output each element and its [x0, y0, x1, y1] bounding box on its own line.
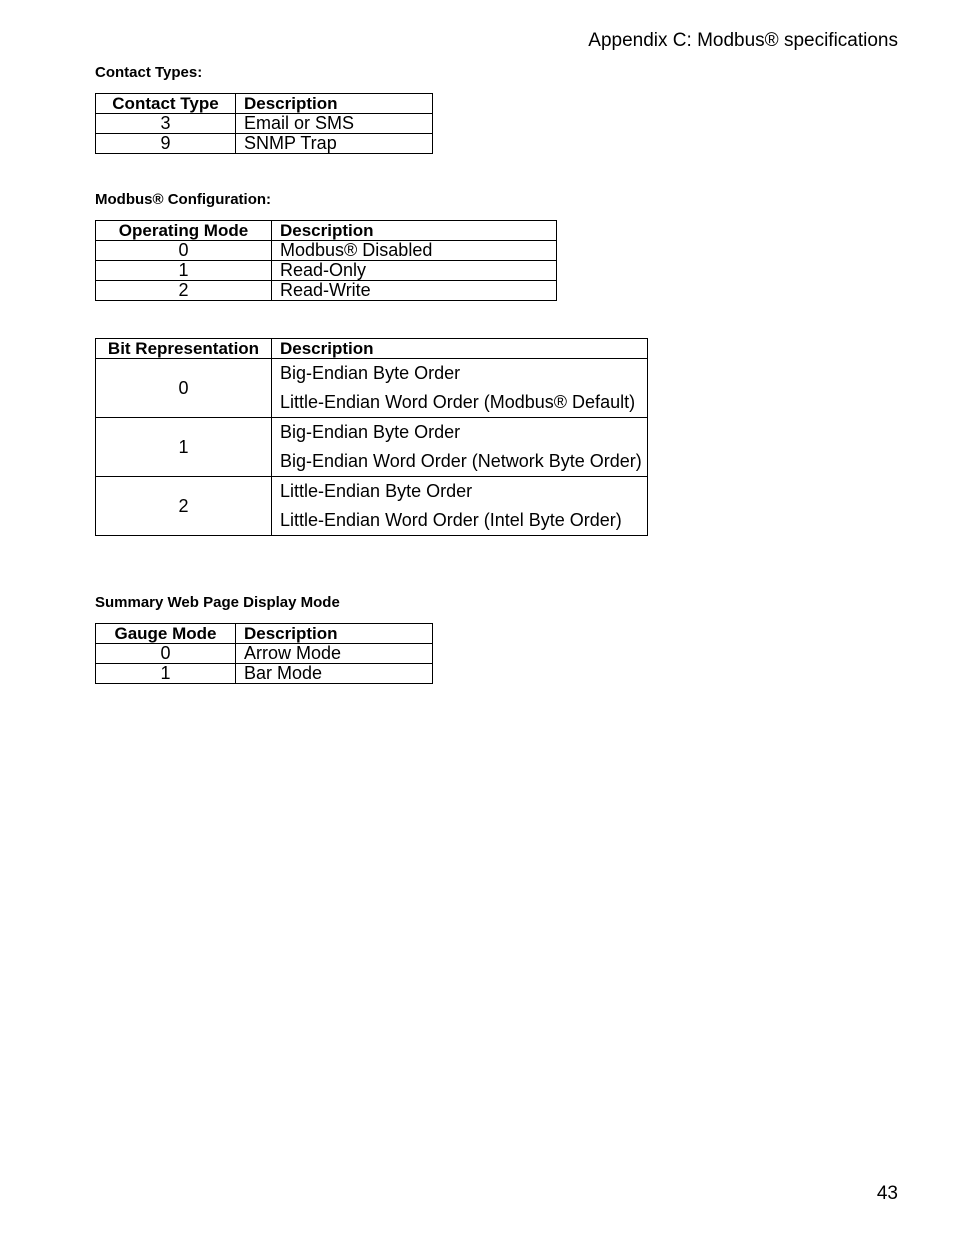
description-line: Little-Endian Byte Order	[280, 481, 473, 501]
table-row	[96, 241, 557, 261]
table-header-row	[96, 624, 433, 644]
table-cell	[272, 359, 648, 418]
table-header-row	[96, 339, 648, 359]
table-row	[96, 114, 433, 134]
column-header: Bit Representation	[96, 339, 272, 359]
table-row	[96, 477, 648, 536]
modbus-config-table	[95, 220, 557, 301]
table-row	[96, 664, 433, 684]
bit-representation-table	[95, 338, 648, 536]
table-cell: 2	[96, 477, 272, 536]
table-cell: 2	[96, 281, 272, 301]
column-header: Contact Type	[96, 94, 236, 114]
description-line: Big-Endian Byte Order	[280, 422, 461, 442]
column-header: Gauge Mode	[96, 624, 236, 644]
description-line: Little-Endian Word Order (Intel Byte Order)	[280, 510, 622, 530]
table-cell: 0	[96, 644, 236, 664]
column-header: Operating Mode	[96, 221, 272, 241]
table-cell: 1	[96, 418, 272, 477]
table-cell: Arrow Mode	[236, 644, 433, 664]
column-header: Description	[272, 339, 648, 359]
table-cell: Bar Mode	[236, 664, 433, 684]
description-line: Big-Endian Byte Order	[280, 363, 461, 383]
table-row	[96, 418, 648, 477]
table-cell: Read-Write	[272, 281, 557, 301]
table-cell: 3	[96, 114, 236, 134]
summary-display-heading: Summary Web Page Display Mode	[95, 594, 340, 611]
table-row	[96, 644, 433, 664]
summary-display-table	[95, 623, 433, 684]
table-header-row	[96, 221, 557, 241]
table-row	[96, 261, 557, 281]
table-cell: 0	[96, 241, 272, 261]
contact-types-heading: Contact Types:	[95, 64, 203, 81]
contact-types-table	[95, 93, 433, 154]
description-line: Big-Endian Word Order (Network Byte Order)	[280, 451, 642, 471]
column-header: Description	[272, 221, 557, 241]
table-cell: 1	[96, 664, 236, 684]
table-row	[96, 359, 648, 418]
table-cell: 9	[96, 134, 236, 154]
modbus-config-heading: Modbus® Configuration:	[95, 191, 272, 208]
column-header: Description	[236, 624, 433, 644]
table-cell: SNMP Trap	[236, 134, 433, 154]
table-cell	[272, 418, 648, 477]
table-cell: 0	[96, 359, 272, 418]
page-number: 43	[876, 1183, 898, 1204]
table-cell: Read-Only	[272, 261, 557, 281]
running-header: Appendix C: Modbus® specifications	[588, 30, 898, 51]
table-row	[96, 281, 557, 301]
table-header-row	[96, 94, 433, 114]
table-row	[96, 134, 433, 154]
column-header: Description	[236, 94, 433, 114]
table-cell: 1	[96, 261, 272, 281]
table-cell	[272, 477, 648, 536]
description-line: Little-Endian Word Order (Modbus® Default)	[280, 392, 636, 412]
table-cell: Modbus® Disabled	[272, 241, 557, 261]
table-cell: Email or SMS	[236, 114, 433, 134]
